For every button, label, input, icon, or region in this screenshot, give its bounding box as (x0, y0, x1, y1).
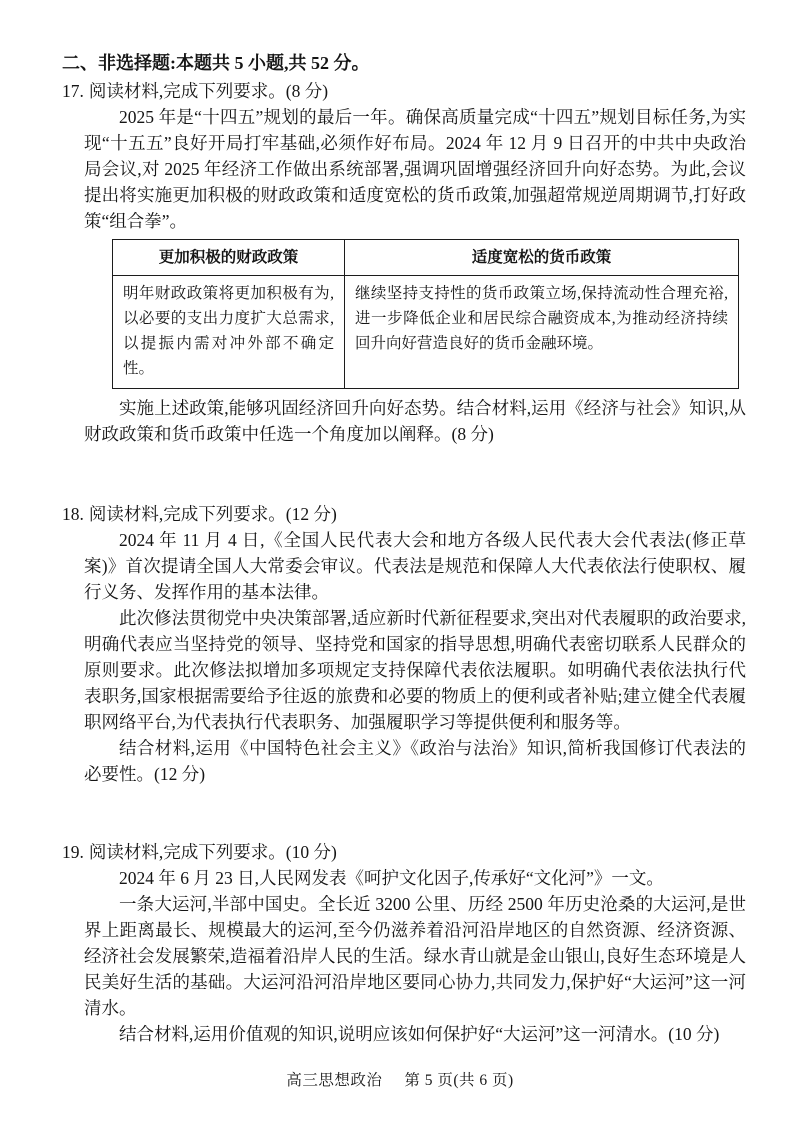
question-19-body (84, 865, 746, 1047)
section-header: 二、非选择题:本题共 5 小题,共 52 分。 (62, 53, 370, 73)
question-18-header (62, 501, 746, 527)
question-18-title: 阅读材料,完成下列要求。(12 分) (88, 504, 337, 524)
question-19-title: 阅读材料,完成下列要求。(10 分) (88, 842, 337, 862)
question-17 (62, 78, 746, 447)
material-paragraph: 此次修法贯彻党中央决策部署,适应新时代新征程要求,突出对代表履职的政治要求,明确代表应当坚持党的领导、坚持党和国家的指导思想,明确代表密切联系人民群众的原则要求。此次修法拟增加多项规定支持保障代表依法履职。如明确代表依法执行代表职务,国家根据需要给予往返的旅费和必要的物质上的便利或者补贴;建立健全代表履职网络平台,为代表执行代表职务、加强履职学习等提供便利和服务等。 (84, 608, 746, 732)
material-paragraph: 一条大运河,半部中国史。全长近 3200 公里、历经 2500 年历史沧桑的大运河,是世界上距离最长、规模最大的运河,至今仍滋养着沿河沿岸地区的自然资源、经济资源、经济社会发展繁荣,造福着沿岸人民的生活。绿水青山就是金山银山,良好生态环境是人民美好生活的基础。大运河沿河沿岸地区要同心协力,共同发力,保护好“大运河”这一河清水。 (84, 894, 746, 1018)
question-ask: 结合材料,运用价值观的知识,说明应该如何保护好“大运河”这一河清水。(10 分) (119, 1024, 720, 1044)
question-19 (62, 839, 746, 1047)
footer-course-name: 高三思想政治 (286, 1072, 383, 1089)
table-header-monetary-policy: 适度宽松的货币政策 (345, 240, 739, 276)
footer-page-number: 第 5 页(共 6 页) (404, 1072, 514, 1089)
question-ask: 实施上述政策,能够巩固经济回升向好态势。结合材料,运用《经济与社会》知识,从财政政策和货币政策中任选一个角度加以阐释。(8 分) (84, 398, 746, 444)
table-cell-monetary-policy: 继续坚持支持性的货币政策立场,保持流动性合理充裕,进一步降低企业和居民综合融资成本,为推动经济持续回升向好营造良好的货币金融环境。 (345, 276, 739, 389)
policy-table (112, 239, 739, 389)
material-paragraph: 2024 年 11 月 4 日,《全国人民代表大会和地方各级人民代表大会代表法(修正草案)》首次提请全国人大常委会审议。代表法是规范和保障人大代表依法行使职权、履行义务、发挥作用的基本法律。 (84, 530, 746, 602)
page-footer (0, 1068, 800, 1090)
table-header-fiscal-policy: 更加积极的财政政策 (113, 240, 345, 276)
question-18-number: 18. (62, 504, 84, 524)
policy-table-header-row (113, 240, 739, 276)
question-17-title: 阅读材料,完成下列要求。(8 分) (88, 81, 329, 101)
question-17-number: 17. (62, 81, 84, 101)
question-17-header (62, 78, 746, 104)
table-cell-fiscal-policy: 明年财政政策将更加积极有为,以必要的支出力度扩大总需求,以提振内需对冲外部不确定性。 (113, 276, 345, 389)
material-paragraph: 2024 年 6 月 23 日,人民网发表《呵护文化因子,传承好“文化河”》一文。 (119, 868, 664, 888)
material-paragraph: 2025 年是“十四五”规划的最后一年。确保高质量完成“十四五”规划目标任务,为实现“十五五”良好开局打牢基础,必须作好布局。2024 年 12 月 9 日召开的中共中央政治局会议,对 2025 年经济工作做出系统部署,强调巩固增强经济回升向好态势。为此,会议提出将实施更加积极的财政政策和适度宽松的货币政策,加强超常规逆周期调节,打好政策“组合拳”。 (84, 107, 746, 231)
question-19-number: 19. (62, 842, 84, 862)
question-17-body (84, 104, 746, 447)
question-18 (62, 501, 746, 787)
question-ask: 结合材料,运用《中国特色社会主义》《政治与法治》知识,简析我国修订代表法的必要性。(12 分) (84, 738, 746, 784)
policy-table-body-row (113, 276, 739, 389)
page-content (62, 50, 746, 1047)
question-19-header (62, 839, 746, 865)
question-18-body (84, 527, 746, 787)
